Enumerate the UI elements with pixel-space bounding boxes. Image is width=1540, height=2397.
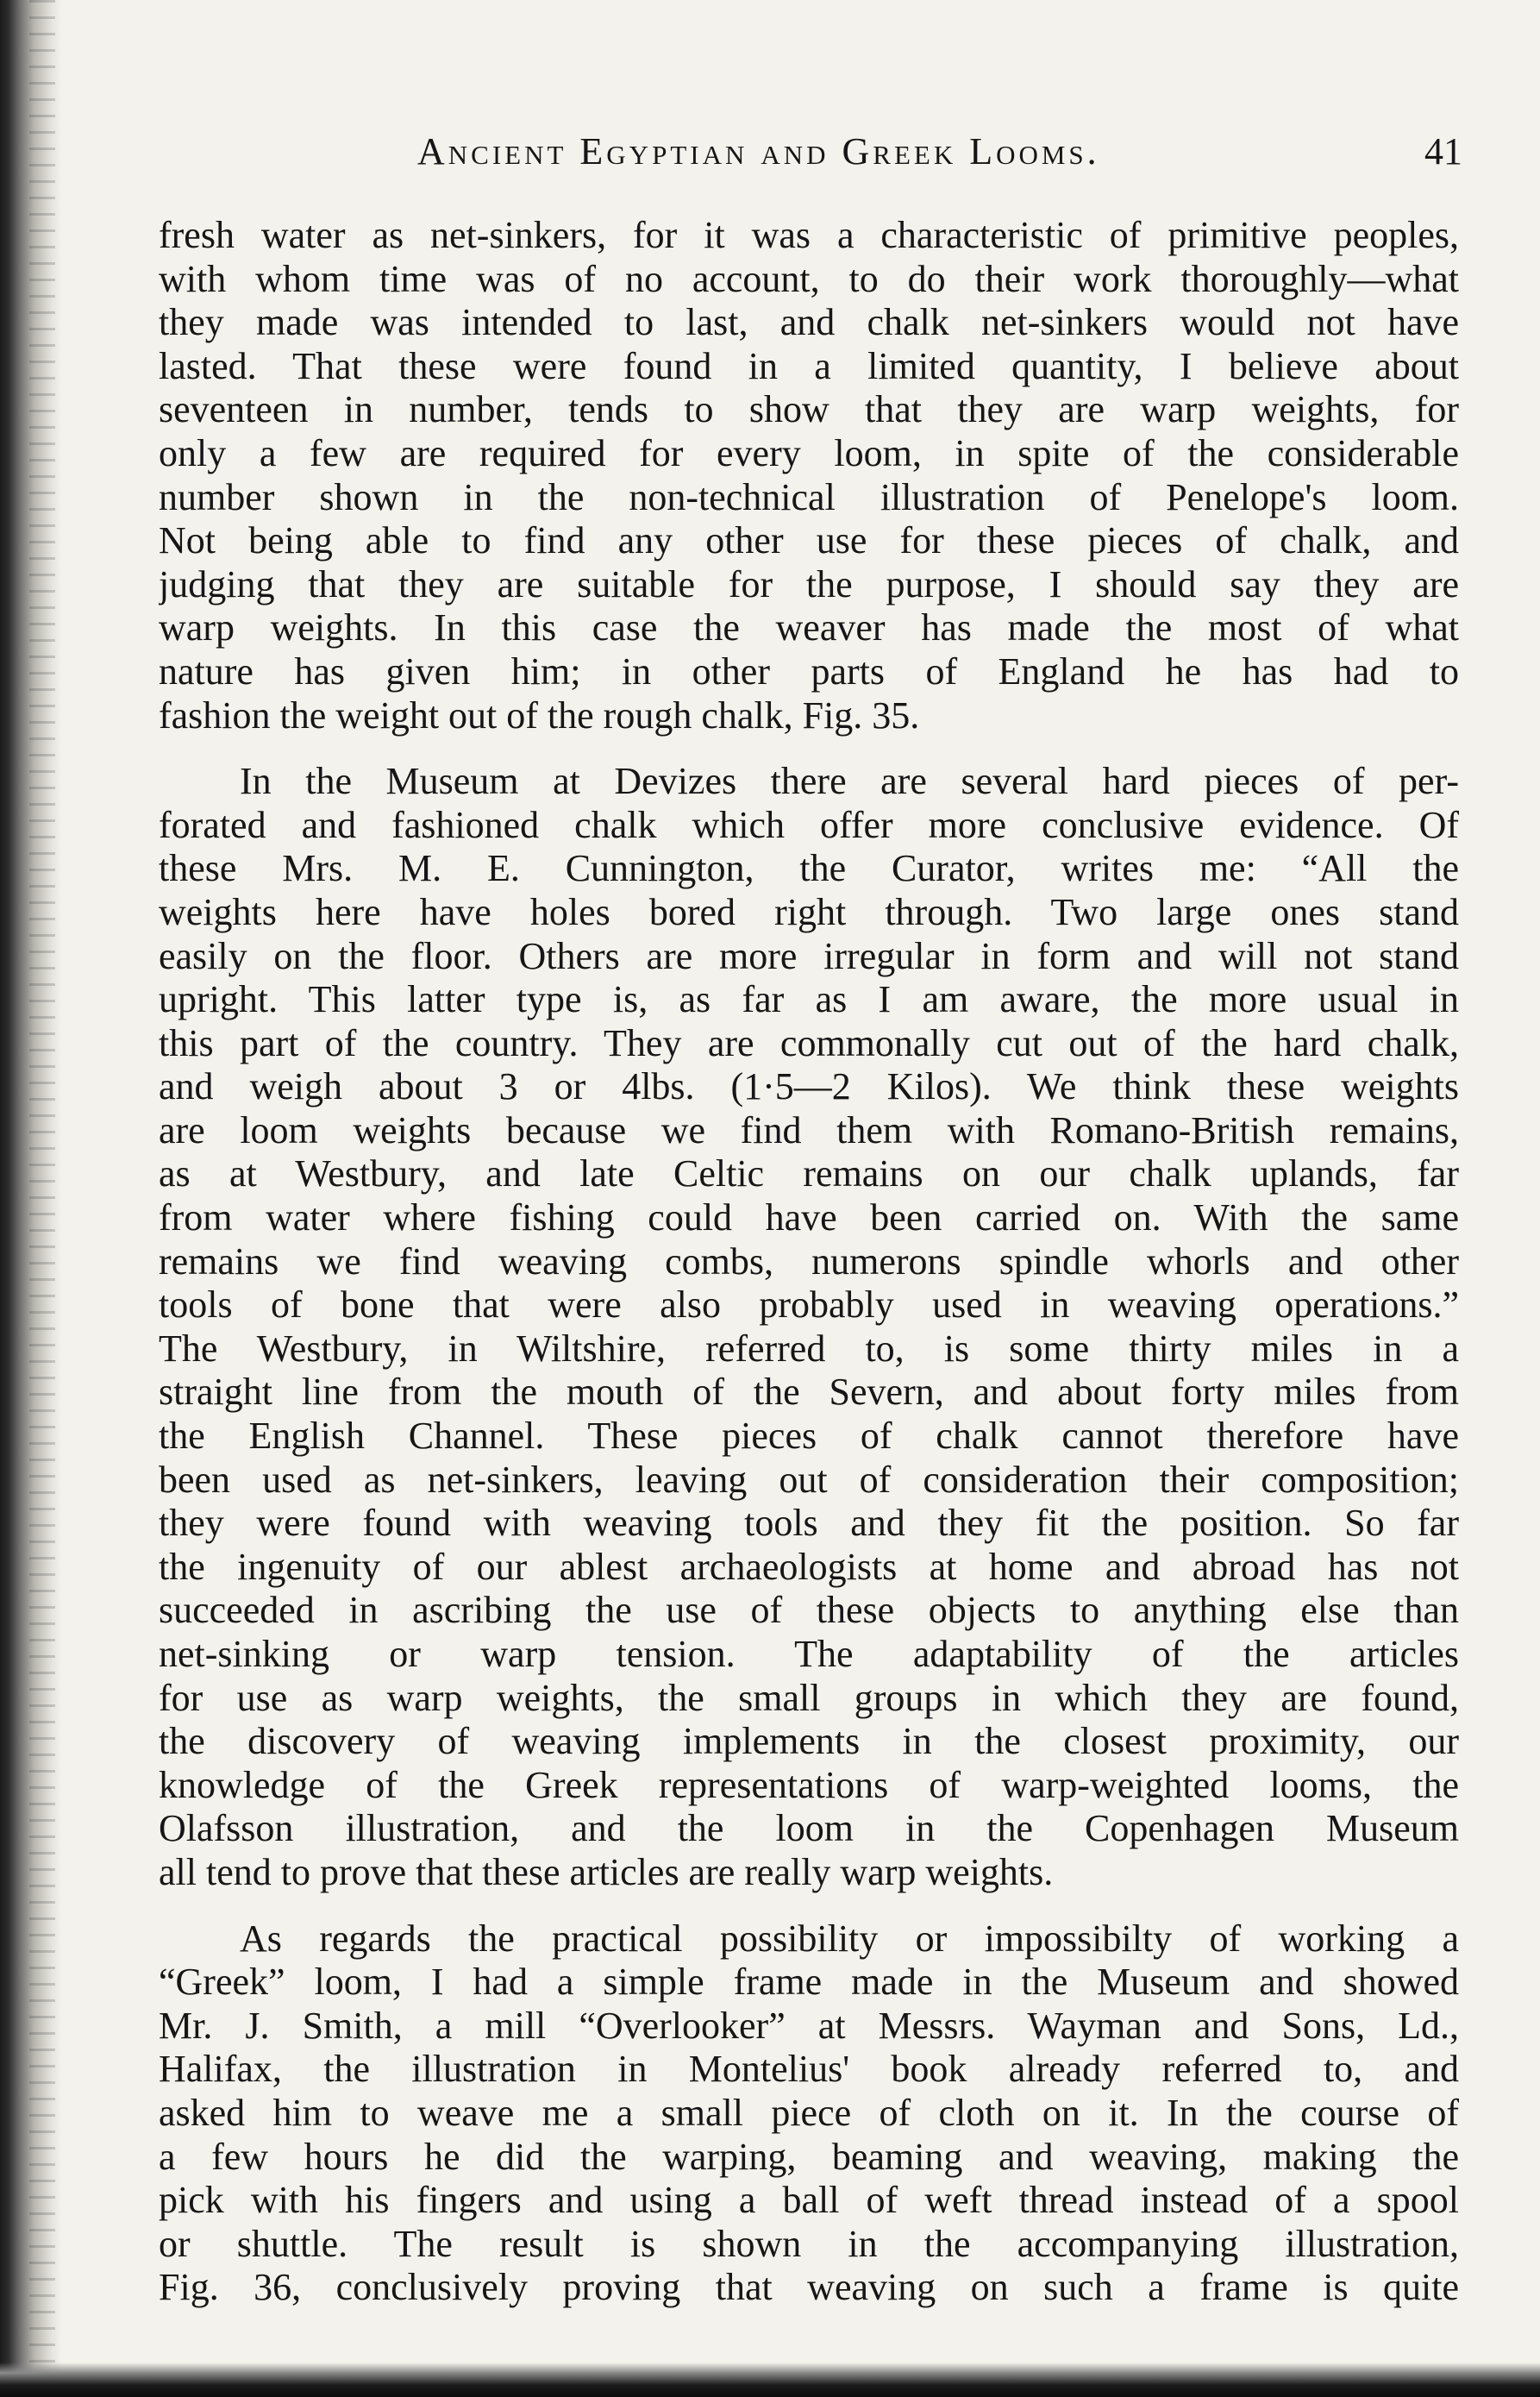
text-line: the ingenuity of our ablest archaeologists at home and abroad has not <box>159 1545 1459 1588</box>
text-line: asked him to weave me a small piece of cloth on it. In the course of <box>159 2091 1459 2134</box>
text-line: the English Channel. These pieces of chalk cannot therefore have <box>159 1415 1459 1458</box>
text-line: Halifax, the illustration in Montelius' book already referred to, and <box>159 2048 1459 2091</box>
page-bottom-shadow <box>0 2362 1540 2397</box>
text-line: warp weights. In this case the weaver has made the most of what <box>159 606 1459 649</box>
text-line: straight line from the mouth of the Severn, and about forty miles from <box>159 1371 1459 1414</box>
text-line: As regards the practical possibility or impossibilty of working a <box>240 1917 1459 1960</box>
text-line: they were found with weaving tools and they fit the position. So far <box>159 1502 1459 1545</box>
text-line: “Greek” loom, I had a simple frame made in the Museum and showed <box>159 1961 1459 2004</box>
text-line: the discovery of weaving implements in the closest proximity, our <box>159 1720 1459 1763</box>
text-line: tools of bone that were also probably used in weaving operations.” <box>159 1283 1459 1327</box>
text-line: or shuttle. The result is shown in the accompanying illustration, <box>159 2222 1459 2265</box>
body-text <box>159 214 1459 2332</box>
text-line: for use as warp weights, the small groups in which they are found, <box>159 1676 1459 1719</box>
text-line: easily on the floor. Others are more irregular in form and will not stand <box>159 934 1459 977</box>
text-line: they made was intended to last, and chalk net-sinkers would not have <box>159 301 1459 344</box>
text-line: net-sinking or warp tension. The adaptability of the articles <box>159 1633 1459 1675</box>
text-line: from water where fishing could have been carried on. With the same <box>159 1196 1459 1239</box>
text-line: The Westbury, in Wiltshire, referred to, is some thirty miles in a <box>159 1327 1459 1370</box>
text-line: number shown in the non-technical illustration of Penelope's loom. <box>159 475 1459 518</box>
text-line: nature has given him; in other parts of England he has had to <box>159 649 1459 693</box>
text-line: weights here have holes bored right through. Two large ones stand <box>159 890 1459 933</box>
text-line: with whom time was of no account, to do their work thoroughly—what <box>159 257 1459 300</box>
text-line: as at Westbury, and late Celtic remains on our chalk uplands, far <box>159 1152 1459 1195</box>
text-line: and weigh about 3 or 4lbs. (1·5—2 Kilos). We think these weights <box>159 1065 1459 1108</box>
text-line: this part of the country. They are commonally cut out of the hard chalk, <box>159 1021 1459 1064</box>
text-line: fashion the weight out of the rough chalk, Fig. 35. <box>159 693 920 737</box>
running-title: Ancient Egyptian and Greek Looms. <box>417 130 1100 173</box>
binding-stitch-marks <box>29 0 55 2397</box>
paragraph <box>159 214 1459 737</box>
text-line: lasted. That these were found in a limited quantity, I believe about <box>159 344 1459 387</box>
text-line: only a few are required for every loom, in spite of the considerable <box>159 431 1459 474</box>
text-line: knowledge of the Greek representations of warp-weighted looms, the <box>159 1763 1459 1806</box>
text-line: In the Museum at Devizes there are several hard pieces of per- <box>240 760 1459 803</box>
text-line: judging that they are suitable for the purpose, I should say they are <box>159 562 1459 606</box>
text-line: Olafsson illustration, and the loom in the Copenhagen Museum <box>159 1807 1459 1850</box>
page-number: 41 <box>1424 130 1462 173</box>
text-line: are loom weights because we find them with Romano-British remains, <box>159 1108 1459 1151</box>
paragraph <box>159 760 1459 1894</box>
text-line: remains we find weaving combs, numerons spindle whorls and other <box>159 1239 1459 1283</box>
text-line: succeeded in ascribing the use of these objects to anything else than <box>159 1589 1459 1632</box>
text-line: upright. This latter type is, as far as I am aware, the more usual in <box>159 978 1459 1021</box>
text-line: Not being able to find any other use for these pieces of chalk, and <box>159 519 1459 562</box>
text-line: forated and fashioned chalk which offer more conclusive evidence. Of <box>159 803 1459 846</box>
text-line: all tend to prove that these articles are really warp weights. <box>159 1850 1054 1893</box>
text-line: fresh water as net-sinkers, for it was a characteristic of primitive peoples, <box>159 214 1459 256</box>
text-line: Fig. 36, conclusively proving that weaving on such a frame is quite <box>159 2266 1459 2309</box>
text-line: pick with his fingers and using a ball of weft thread instead of a spool <box>159 2179 1459 2222</box>
text-line: a few hours he did the warping, beaming and weaving, making the <box>159 2135 1459 2178</box>
text-line: been used as net-sinkers, leaving out of consideration their composition; <box>159 1458 1459 1501</box>
text-line: seventeen in number, tends to show that they are warp weights, for <box>159 388 1459 431</box>
paragraph <box>159 1917 1459 2310</box>
text-line: Mr. J. Smith, a mill “Overlooker” at Messrs. Wayman and Sons, Ld., <box>159 2004 1459 2047</box>
text-line: these Mrs. M. E. Cunnington, the Curator, writes me: “All the <box>159 847 1459 890</box>
